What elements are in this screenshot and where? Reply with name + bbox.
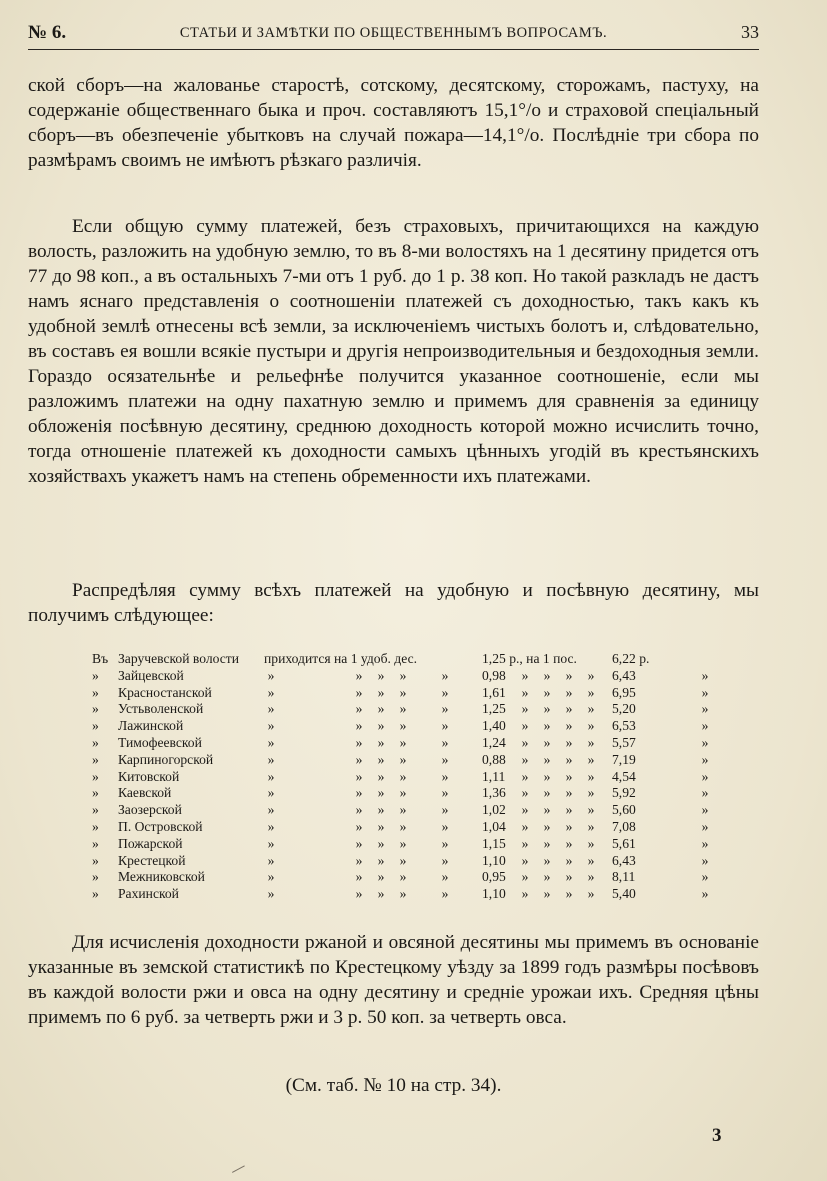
ditto-mark: » [399,818,407,834]
ditto-mark: » [565,818,573,834]
value-pos: 8,11 [612,869,636,885]
volost-name: Тимофеевской [118,734,202,750]
ditto-mark: » [399,718,407,734]
ditto-mark: » [92,701,99,717]
value-udob: 1,40 [482,718,506,734]
ditto-mark: » [355,869,363,885]
ditto-mark: » [377,718,385,734]
ditto-mark: » [441,802,449,818]
ditto-mark: » [92,667,99,683]
ditto-mark: » [565,768,573,784]
ditto-mark: » [377,852,385,868]
page-number: 33 [741,22,759,42]
ditto-mark: » [355,852,363,868]
ditto-mark: » [92,818,99,834]
ditto-mark: » [92,751,99,767]
ditto-mark: » [355,667,363,683]
ditto-mark: » [267,718,275,734]
ditto-mark: » [92,734,99,750]
ditto-mark: » [565,684,573,700]
volost-name: Заозерской [118,802,182,818]
ditto-mark: » [377,768,385,784]
table-reference: (См. таб. № 10 на стр. 34). [285,1075,502,1096]
ditto-mark: » [377,869,385,885]
ditto-mark: » [441,869,449,885]
table-row [92,751,709,769]
paragraph-4: Для исчисленія доходности ржаной и овсяной десятины мы примемъ въ основаніе указанные въ земской статистикѣ по Крестецкому уѣзду за 1899 годъ размѣры посѣвовъ въ каждой волости ржи и овса на одну десятину и средніе урожаи ихъ. Средняя цѣны примемъ по 6 руб. за четверть ржи и 3 р. 50 коп. за четверть овса. [28,932,759,1028]
paragraph-1: ской сборъ—на жалованье старостѣ, сотскому, десятскому, сторожамъ, пастуху, на содержаніе общественнаго быка и проч. составляютъ 15,1°/о и страховой спеціальный сборъ—въ обезпеченіе убытковъ на случай пожара—14,1°/о. Послѣдніе три сбора по размѣрамъ своимъ не имѣютъ рѣзкаго различія. [28,75,759,171]
volost-name: Лажинской [118,718,184,734]
running-header [28,22,759,48]
ditto-mark: » [355,684,363,700]
ditto-mark: » [521,818,529,834]
value-udob: 1,15 [482,835,506,851]
value-pos: 7,08 [612,818,636,834]
paragraph-block-3 [28,578,759,628]
ditto-mark: » [521,886,529,902]
ditto-mark: » [441,684,449,700]
ditto-mark: » [701,734,709,750]
ditto-mark: » [701,684,709,700]
ditto-mark: » [377,667,385,683]
ditto-mark: » [399,886,407,902]
volost-name: П. Островской [118,818,203,834]
value-udob-label: 1,25 р., на 1 пос. [482,651,577,666]
volost-name: Красностанской [118,684,212,700]
ditto-mark: » [399,852,407,868]
table-row [92,734,709,752]
ditto-mark: » [267,785,275,801]
ditto-mark: » [701,785,709,801]
ditto-mark: » [701,835,709,851]
ditto-mark: » [521,802,529,818]
ditto-mark: » [565,701,573,717]
table-row [92,835,709,853]
ditto-mark: » [267,684,275,700]
value-udob: 1,02 [482,802,506,818]
value-pos: 6,95 [612,684,636,700]
ditto-mark: » [543,785,551,801]
value-udob: 1,36 [482,785,506,801]
volost-name: Устьволенской [118,701,204,717]
ditto-mark: » [587,751,595,767]
ditto-mark: » [92,718,99,734]
ditto-mark: » [521,768,529,784]
ditto-mark: » [399,701,407,717]
ditto-mark: » [377,818,385,834]
ditto-mark: » [267,835,275,851]
table-row-first [92,651,692,668]
ditto-mark: » [267,701,275,717]
ditto-mark: » [441,734,449,750]
ditto-mark: » [521,869,529,885]
ditto-mark: » [587,684,595,700]
ditto-mark: » [267,802,275,818]
ditto-mark: » [355,835,363,851]
ditto-mark: » [355,734,363,750]
value-pos: 6,43 [612,667,636,683]
ditto-mark: » [565,869,573,885]
table-row [92,869,709,886]
ditto-mark: » [267,886,275,902]
ditto-mark: » [399,835,407,851]
ditto-mark: » [701,701,709,717]
ditto-mark: » [355,751,363,767]
ditto-mark: » [521,718,529,734]
ditto-mark: » [543,802,551,818]
ditto-mark: » [587,852,595,868]
paragraph-continuation [28,73,759,173]
ditto-mark: » [441,701,449,717]
value-udob: 1,24 [482,734,506,750]
ditto-mark: » [355,818,363,834]
table-row [92,768,709,786]
ditto-mark: » [267,751,275,767]
table-row [92,818,709,836]
ditto-mark: » [267,667,275,683]
ditto-mark: » [701,886,709,902]
table-row [92,667,709,685]
ditto-mark: » [565,751,573,767]
ditto-mark: » [543,684,551,700]
value-pos: 5,60 [612,802,636,818]
table-row [92,684,709,702]
value-udob: 0,88 [482,751,506,767]
value-pos: 6,22 р. [612,651,650,666]
ditto-mark: » [92,785,99,801]
value-udob: 1,10 [482,886,506,902]
ditto-mark: » [441,751,449,767]
ditto-mark: » [92,852,99,868]
table-row [92,886,709,903]
ditto-mark: » [543,818,551,834]
ditto-mark: » [92,802,99,818]
ditto-mark: » [441,835,449,851]
ditto-mark: » [543,869,551,885]
ditto-mark: » [587,802,595,818]
ditto-mark: » [701,667,709,683]
ditto-mark: » [521,852,529,868]
ditto-mark: » [399,768,407,784]
ditto-mark: » [267,818,275,834]
value-pos: 5,40 [612,886,636,902]
ditto-mark: » [565,785,573,801]
ditto-mark: » [355,768,363,784]
value-pos: 5,20 [612,701,636,717]
ditto-mark: » [377,802,385,818]
ditto-mark: » [701,768,709,784]
ditto-mark: » [565,852,573,868]
ditto-mark: » [441,768,449,784]
value-udob: 0,95 [482,869,506,885]
ditto-mark: » [587,768,595,784]
ditto-mark: » [441,667,449,683]
ditto-mark: » [377,835,385,851]
ditto-mark: » [399,667,407,683]
value-udob: 1,11 [482,768,506,784]
value-udob: 1,04 [482,818,506,834]
value-udob: 1,25 [482,701,506,717]
ditto-mark: » [399,684,407,700]
table-row [92,701,709,718]
ditto-mark: » [565,886,573,902]
ditto-mark: » [377,684,385,700]
ditto-mark: » [543,852,551,868]
pencil-mark [229,1160,245,1173]
ditto-mark: » [441,718,449,734]
table-row [92,852,709,870]
ditto-mark: » [377,886,385,902]
ditto-mark: » [377,701,385,717]
ditto-mark: » [701,718,709,734]
ditto-mark: » [565,835,573,851]
volost-name: Пожарской [118,835,183,851]
ditto-mark: » [701,818,709,834]
paragraph-2: Если общую сумму платежей, безъ страховыхъ, причитающихся на каждую волость, разложить на удобную землю, то въ 8-ми волостяхъ на 1 десятину придется отъ 77 до 98 коп., а въ остальныхъ 7-ми отъ 1 руб. до 1 р. 38 коп. Но такой разкладъ не дастъ намъ яснаго представленія о соотношеніи платежей съ доходностью, такъ какъ къ удобной землѣ отнесены всѣ земли, за исключеніемъ чистыхъ болотъ и, слѣдовательно, въ составъ ея вошли всякіе пустыри и другія непроизводительныя и бездоходныя земли. Гораздо осязательнѣе и рельефнѣе получится указанное соотношеніе, если мы разложимъ платежи на одну пахатную землю и примемъ для сравненія за единицу обложенія посѣвную десятину, среднюю доходность которой можно исчислить точно, тогда отношеніе платежей къ доходности самыхъ цѣнныхъ угодій въ крестьянскихъ хозяйствахъ укажетъ намъ на степень обременности ихъ платежами. [28,216,759,487]
payments-table [92,651,709,903]
ditto-mark: » [92,684,99,700]
ditto-mark: » [543,667,551,683]
ditto-mark: » [587,869,595,885]
ditto-mark: » [701,802,709,818]
value-udob: 1,61 [482,684,506,700]
value-udob: 0,98 [482,667,506,683]
ditto-mark: » [565,667,573,683]
ditto-mark: » [399,869,407,885]
ditto-mark: » [543,734,551,750]
running-title: СТАТЬИ И ЗАМѢТКИ ПО ОБЩЕСТВЕННЫМЪ ВОПРОСАМЪ. [179,25,608,41]
ditto-mark: » [92,768,99,784]
ditto-mark: » [399,802,407,818]
volost-name: Китовской [118,768,180,784]
ditto-mark: » [267,734,275,750]
ditto-mark: » [587,718,595,734]
ditto-mark: » [701,869,709,885]
ditto-mark: » [543,886,551,902]
ditto-mark: » [543,768,551,784]
table-row [92,802,709,819]
ditto-mark: » [355,701,363,717]
value-pos: 4,54 [612,768,636,784]
ditto-mark: » [521,667,529,683]
volost-name: Зайцевской [118,667,184,683]
ditto-mark: » [543,701,551,717]
ditto-mark: » [377,751,385,767]
ditto-mark: » [355,886,363,902]
ditto-mark: » [92,886,99,902]
issue-number: № 6. [28,22,67,43]
ditto-mark: » [441,818,449,834]
volost-name: Рахинской [118,886,179,902]
ditto-mark: » [565,718,573,734]
ditto-mark: » [543,835,551,851]
ditto-mark: » [355,718,363,734]
volost-name: Каевской [118,785,172,801]
ditto-mark: » [92,869,99,885]
row-text: приходится на 1 удоб. дес. [264,651,418,666]
ditto-mark: » [399,785,407,801]
ditto-mark: » [355,785,363,801]
ditto-mark: » [377,785,385,801]
volost-name: Заручевской волости [118,651,239,666]
value-pos: 5,92 [612,785,636,801]
ditto-mark: » [587,734,595,750]
ditto-mark: » [701,751,709,767]
volost-name: Карпиногорской [118,751,214,767]
ditto-mark: » [521,835,529,851]
table-row [92,785,709,802]
ditto-mark: » [441,785,449,801]
value-pos: 6,53 [612,718,636,734]
ditto-mark: » [587,835,595,851]
ditto-mark: » [543,751,551,767]
row-prefix: Въ [92,651,109,666]
ditto-mark: » [92,835,99,851]
ditto-mark: » [587,818,595,834]
ditto-mark: » [399,751,407,767]
volost-name: Крестецкой [118,852,186,868]
value-pos: 6,43 [612,852,636,868]
ditto-mark: » [587,667,595,683]
signature-mark: 3 [712,1125,722,1146]
paragraph-block-2 [28,214,759,489]
table-body [92,667,709,903]
ditto-mark: » [267,768,275,784]
ditto-mark: » [521,785,529,801]
ditto-mark: » [521,684,529,700]
value-pos: 7,19 [612,751,636,767]
ditto-mark: » [399,734,407,750]
ditto-mark: » [377,734,385,750]
value-pos: 5,57 [612,734,636,750]
table-row [92,718,709,735]
ditto-mark: » [587,785,595,801]
ditto-mark: » [267,852,275,868]
ditto-mark: » [543,718,551,734]
paragraph-3: Распредѣляя сумму всѣхъ платежей на удобную и посѣвную десятину, мы получимъ слѣдующее: [28,580,759,626]
ditto-mark: » [565,734,573,750]
ditto-mark: » [441,852,449,868]
header-rule [28,49,759,50]
ditto-mark: » [521,701,529,717]
ditto-mark: » [441,886,449,902]
paragraph-block-4 [28,930,759,1030]
value-udob: 1,10 [482,852,506,868]
ditto-mark: » [521,734,529,750]
ditto-mark: » [565,802,573,818]
ditto-mark: » [521,751,529,767]
volost-name: Межниковской [118,869,205,885]
value-pos: 5,61 [612,835,636,851]
ditto-mark: » [355,802,363,818]
ditto-mark: » [587,701,595,717]
ditto-mark: » [701,852,709,868]
ditto-mark: » [587,886,595,902]
ditto-mark: » [267,869,275,885]
